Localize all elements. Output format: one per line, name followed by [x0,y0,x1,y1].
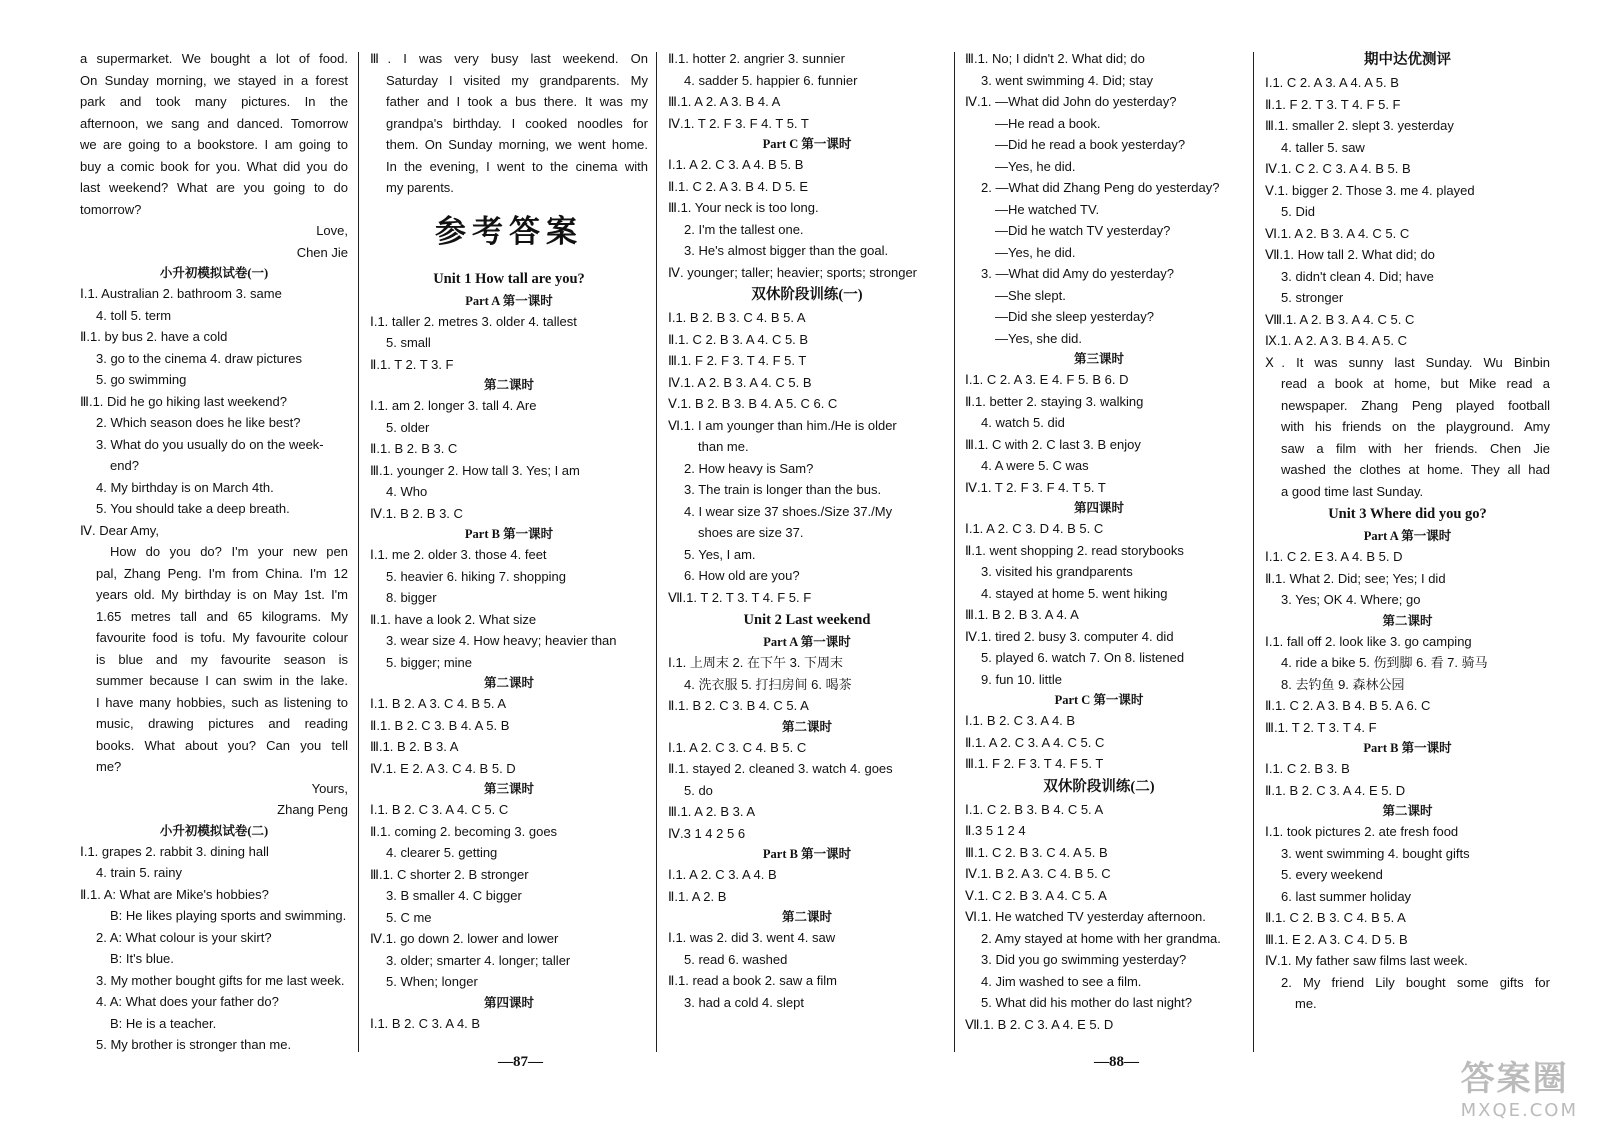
answer-line: Ⅱ.1. went shopping 2. read storybooks [965,542,1184,558]
answer-line: B: He likes playing sports and swimming. [110,908,347,923]
column-divider [656,52,657,1052]
answer-line: Ⅶ.1. B 2. C 3. A 4. E 5. D [965,1016,1114,1032]
answer-line: Ⅰ.1. Australian 2. bathroom 3. same [80,286,282,301]
answer-line: Ⅲ.1. No; I didn't 2. What did; do [965,51,1145,66]
answer-line: 9. fun 10. little [981,671,1062,687]
answer-line: Ⅱ.1. T 2. T 3. F [370,356,454,372]
answer-line: 5. When; longer [386,974,478,989]
answer-line: Ⅰ.1. 上周末 2. 在下午 3. 下周末 [668,655,844,670]
answer-line: my parents. [386,180,454,195]
answer-line: 3. My mother bought gifts for me last week. [96,972,345,988]
answer-line: 3. visited his grandparents [981,564,1133,579]
answer-line: Ⅲ.1. younger 2. How tall 3. Yes; I am [370,462,580,478]
answer-line: afternoon, we sang and danced. Tomorrow [80,115,348,131]
answer-line: —Yes, he did. [995,158,1076,174]
answer-line: Ⅱ.1. B 2. C 3. B 4. A 5. B [370,717,510,733]
answer-line: 3. wear size 4. How heavy; heavier than [386,633,617,648]
answer-line: Ⅶ.1. How tall 2. What did; do [1265,247,1435,262]
answer-line: Ⅲ.1. F 2. F 3. T 4. F 5. T [668,353,807,368]
section-heading: Part A 第一课时 [1363,529,1452,543]
section-heading: 第四课时 [1073,501,1124,515]
section-heading: Part C 第一课时 [1054,693,1144,707]
section-heading: 双休阶段训练(二) [1043,778,1155,795]
column-4 [965,48,1233,1058]
answer-line: Ⅲ.1. A 2. A 3. B 4. A [668,94,781,109]
answer-line: Ⅰ.1. was 2. did 3. went 4. saw [668,930,836,945]
answer-line: saw a film with her friends. Chen Jie [1281,440,1550,456]
column-1 [80,48,348,1058]
answer-line: Ⅱ.1. C 2. B 3. A 4. C 5. B [668,331,809,347]
answer-line: Ⅱ.1. stayed 2. cleaned 3. watch 4. goes [668,761,893,776]
answer-line: Ⅱ.1. have a look 2. What size [370,611,537,627]
answer-line: 5. do [684,782,713,798]
answer-line: 8. 去钓鱼 9. 森林公园 [1281,676,1405,692]
answer-line: newspaper. Zhang Peng played football [1281,397,1550,413]
section-heading: Unit 1 How tall are you? [433,270,585,287]
section-heading: Part A 第一课时 [465,293,553,308]
answer-line: 4. 洗衣服 5. 打扫房间 6. 喝茶 [684,676,852,692]
section-heading: 期中达优测评 [1364,52,1451,68]
answer-line: Ⅲ.1. B 2. B 3. A [370,739,459,754]
section-heading: Part B 第一课时 [464,527,554,541]
answer-line: —Yes, he did. [995,244,1076,260]
answer-line: Ⅶ.1. T 2. T 3. T 4. F 5. F [668,589,812,605]
answer-line: 4. A were 5. C was [981,458,1089,473]
answer-line: 6. How old are you? [684,568,800,583]
answer-line: Ⅲ.1. C shorter 2. B stronger [370,866,529,882]
watermark-logo [1461,1051,1578,1121]
answer-line: me. [1295,996,1317,1011]
answer-line: 3. He's almost bigger than the goal. [684,243,889,258]
answer-line: Ⅲ.1. T 2. T 3. T 4. F [1265,719,1377,735]
answer-line: On Sunday morning, we stayed in a forest [80,72,348,88]
answer-line: 3. B smaller 4. C bigger [386,888,522,903]
section-heading: 第二课时 [781,910,832,924]
answer-line: 5. C me [386,909,432,925]
answer-line: Ⅱ.1. by bus 2. have a cold [80,329,228,344]
answer-line: 5. My brother is stronger than me. [96,1037,292,1052]
answer-line: is blue and my favourite season is [96,651,348,667]
answer-line: Ⅰ.1. A 2. C 3. A 4. B [668,867,777,882]
answer-line: 3. The train is longer than the bus. [684,482,882,497]
answer-line: Ⅰ.1. A 2. C 3. D 4. B 5. C [965,521,1104,536]
section-heading: Part A 第一课时 [763,635,851,649]
answer-line: 3. —What did Amy do yesterday? [981,266,1174,281]
answer-line: B: He is a teacher. [110,1015,217,1031]
answer-line: Ⅲ. I was very busy last weekend. On [370,51,648,66]
answer-line: read a book at home, but Mike read a [1281,376,1550,391]
answer-line: Ⅰ.1. A 2. C 3. C 4. B 5. C [668,739,807,755]
answer-line: Ⅰ.1. grapes 2. rabbit 3. dining hall [80,843,269,859]
answer-line: Ⅱ.1. C 2. B 3. C 4. B 5. A [1265,910,1406,925]
answer-line: Ⅴ.1. C 2. B 3. A 4. C 5. A [965,887,1107,903]
answer-line: Ⅳ.1. B 2. B 3. C [370,505,463,521]
answer-line: Ⅱ.1. hotter 2. angrier 3. sunnier [668,51,845,66]
answer-line: 5. Did [1281,204,1315,219]
answer-line: 5. read 6. washed [684,951,788,967]
section-heading: 第三课时 [1073,352,1124,366]
answer-line: 5. Yes, I am. [684,546,756,562]
answer-line: 4. clearer 5. getting [386,845,498,860]
answer-line: Ⅰ.1. taller 2. metres 3. older 4. tallest [370,313,577,329]
answer-line: Ⅱ.1. coming 2. becoming 3. goes [370,823,558,839]
answer-line: favourite food is tofu. My favourite colour [96,630,348,645]
section-heading: 参考答案 [435,213,583,250]
answer-line: tomorrow? [80,201,142,217]
section-heading: 双休阶段训练(一) [751,287,863,303]
answer-line: Ⅰ.1. C 2. B 3. B [1265,761,1350,776]
answer-line: Ⅳ. younger; taller; heavier; sports; stronger [668,264,917,280]
answer-line: Ⅵ.1. A 2. B 3. A 4. C 5. C [1265,225,1410,241]
answer-line: 2. How heavy is Sam? [684,460,814,476]
answer-line: Ⅳ.1. My father saw films last week. [1265,953,1468,968]
answer-line: summer because I can swim in the lake. [96,673,348,688]
answer-line: Ⅱ.1. B 2. C 3. B 4. C 5. A [668,698,809,713]
answer-line: Ⅳ.1. tired 2. busy 3. computer 4. did [965,628,1174,644]
answer-line: last weekend? What are you going to do [80,180,348,195]
section-heading: Unit 3 Where did you go? [1328,506,1487,522]
watermark-brand: 答案圈 [1460,1059,1569,1099]
answer-line: 6. last summer holiday [1281,888,1412,904]
answer-line: I have many hobbies, such as listening to [96,694,348,710]
column-divider [358,52,359,1052]
answer-line: 5. bigger; mine [386,654,472,670]
answer-line: Ⅲ.1. Your neck is too long. [668,200,819,215]
answer-line: 3. went swimming 4. Did; stay [981,72,1153,88]
watermark-url: MXQE.COM [1460,1100,1578,1121]
answer-line: Ⅰ.1. B 2. B 3. C 4. B 5. A [668,310,806,325]
answer-line: Ⅳ.1. C 2. C 3. A 4. B 5. B [1265,161,1411,176]
answer-line: 5. go swimming [96,372,187,387]
answer-line: —Yes, she did. [995,330,1082,346]
answer-line: Ⅲ.1. E 2. A 3. C 4. D 5. B [1265,931,1408,947]
column-5 [1265,48,1550,1058]
section-heading: 小升初模拟试卷(一) [159,266,269,280]
section-heading: 第二课时 [1382,613,1433,628]
answer-line: How do you do? I'm your new pen [110,544,348,559]
answer-line: Ⅴ.1. B 2. B 3. B 4. A 5. C 6. C [668,396,838,411]
answer-line: a supermarket. We bought a lot of food. [80,51,348,66]
section-heading: 小升初模拟试卷(二) [159,823,269,838]
section-heading: Part B 第一课时 [1363,741,1452,755]
answer-line: park and took many pictures. In the [80,94,348,109]
answer-line: father and I took a bus there. It was my [386,94,648,109]
answer-line: 5. What did his mother do last night? [981,995,1193,1010]
section-heading: Part C 第一课时 [762,137,852,151]
answer-line: Ⅰ.1. A 2. C 3. A 4. B 5. B [668,157,804,172]
section-heading: 第二课时 [483,676,534,690]
answer-line: 4. I wear size 37 shoes./Size 37./My [684,503,893,519]
answer-line: —She slept. [995,287,1066,303]
section-heading: Unit 2 Last weekend [743,612,871,628]
answer-line: Ⅰ.1. fall off 2. look like 3. go camping [1265,633,1472,649]
answer-line: Ⅱ.1. F 2. T 3. T 4. F 5. F [1265,96,1401,112]
answer-line: Ⅳ.3 1 4 2 5 6 [668,825,746,841]
answer-line: 5. played 6. watch 7. On 8. listened [981,650,1185,665]
answer-line: music, drawing pictures and reading [96,716,348,731]
answer-line: Ⅱ.1. What 2. Did; see; Yes; I did [1265,570,1446,586]
answer-line: Yours, [311,780,348,796]
answer-line: Ⅱ.1. A: What are Mike's hobbies? [80,886,269,902]
column-3 [668,48,946,1058]
answer-line: 5. You should take a deep breath. [96,501,290,516]
column-divider [954,52,955,1052]
answer-line: 2. A: What colour is your skirt? [96,929,272,945]
answer-line: 4. Jim washed to see a film. [981,973,1142,989]
answer-line: Ⅳ.1. T 2. F 3. F 4. T 5. T [965,479,1106,495]
answer-line: —Did he read a book yesterday? [995,137,1186,152]
answer-line: Chen Jie [296,244,348,260]
answer-line: Ⅳ.1. E 2. A 3. C 4. B 5. D [370,760,516,776]
answer-line: Ⅲ.1. C with 2. C last 3. B enjoy [965,436,1141,452]
answer-line: 3. What do you usually do on the week- [96,436,324,452]
answer-line: shoes are size 37. [698,525,804,540]
answer-line: 4. ride a bike 5. 伤到脚 6. 看 7. 骑马 [1281,655,1488,670]
answer-line: 2. Amy stayed at home with her grandma. [981,930,1221,946]
answer-line: In the evening, I went to the cinema with [386,158,648,174]
answer-line: Ⅰ.1. B 2. C 3. A 4. C 5. C [370,802,509,817]
answer-line: Ⅱ.1. B 2. B 3. C [370,441,458,456]
answer-line: buy a comic book for you. What did you do [80,158,348,174]
answer-line: 4. toll 5. term [96,307,172,323]
answer-line: me? [96,759,122,774]
answer-line: washed the clothes at home. They all had [1281,462,1550,477]
answer-line: Ⅳ.1. A 2. B 3. A 4. C 5. B [668,374,812,390]
answer-line: 2. —What did Zhang Peng do yesterday? [981,180,1220,195]
answer-line: Ⅳ. Dear Amy, [80,522,159,538]
answer-line: 3. didn't clean 4. Did; have [1281,268,1434,284]
answer-line: 3. went swimming 4. bought gifts [1281,845,1470,861]
answer-line: Ⅳ.1. go down 2. lower and lower [370,931,559,946]
page-number-left: —87— [498,1054,543,1070]
answer-line: 4. train 5. rainy [96,865,182,880]
answer-line: Ⅰ.1. C 2. A 3. A 4. A 5. B [1265,75,1399,90]
section-heading: Part B 第一课时 [762,847,852,861]
answer-line: 3. go to the cinema 4. draw pictures [96,350,302,366]
column-divider [1253,52,1254,1052]
answer-line: a good time last Sunday. [1281,483,1424,499]
answer-line: 4. A: What does your father do? [96,994,279,1009]
answer-line: Ⅳ.1. —What did John do yesterday? [965,94,1177,109]
answer-line: Ⅳ.1. B 2. A 3. C 4. B 5. C [965,866,1111,881]
answer-line: Ⅸ.1. A 2. A 3. B 4. A 5. C [1265,333,1408,348]
answer-line: pal, Zhang Peng. I'm from China. I'm 12 [96,565,348,581]
page-number-right: —88— [1094,1054,1139,1070]
answer-line: 4. watch 5. did [981,415,1065,430]
answer-line: Ⅳ.1. T 2. F 3. F 4. T 5. T [668,115,809,131]
answer-line: 8. bigger [386,590,437,605]
answer-line: years old. My birthday is on May 1st. I'm [96,587,348,602]
answer-line: Ⅰ.1. B 2. A 3. C 4. B 5. A [370,696,507,711]
answer-line: Ⅰ.1. C 2. B 3. B 4. C 5. A [965,801,1104,817]
answer-line: Ⅲ.1. C 2. B 3. C 4. A 5. B [965,844,1108,860]
answer-line: 4. taller 5. saw [1281,139,1365,155]
answer-line: Ⅹ. It was sunny last Sunday. Wu Binbin [1265,354,1550,370]
answer-line: 2. Which season does he like best? [96,415,301,430]
answer-line: Ⅰ.1. took pictures 2. ate fresh food [1265,824,1459,839]
answer-line: Ⅱ.1. A 2. C 3. A 4. C 5. C [965,734,1105,750]
answer-line: Ⅲ.1. smaller 2. slept 3. yesterday [1265,118,1454,133]
answer-line: Ⅲ.1. Did he go hiking last weekend? [80,393,287,409]
answer-line: Zhang Peng [277,802,348,817]
answer-line: we are going to a bookstore. I am going to [80,137,348,152]
answer-line: 4. Who [386,484,428,499]
answer-line: than me. [698,439,749,454]
answer-line: Ⅰ.1. B 2. C 3. A 4. B [370,1015,481,1031]
answer-line: Ⅱ.1. C 2. A 3. B 4. B 5. A 6. C [1265,698,1431,713]
answer-line: 3. Did you go swimming yesterday? [981,952,1187,967]
answer-line: Ⅵ.1. I am younger than him./He is older [668,417,897,433]
answer-line: 5. small [386,335,431,350]
section-heading: 第二课时 [483,378,534,392]
answer-line: Ⅰ.1. am 2. longer 3. tall 4. Are [370,398,537,413]
answer-line: Saturday I visited my grandparents. My [386,72,648,88]
answer-line: Ⅲ.1. B 2. B 3. A 4. A [965,607,1079,622]
answer-line: —He read a book. [995,115,1101,131]
answer-line: 4. My birthday is on March 4th. [96,479,274,495]
answer-line: 5. stronger [1281,290,1344,305]
answer-line: Ⅱ.1. better 2. staying 3. walking [965,393,1144,409]
section-heading: 第二课时 [781,719,832,734]
section-heading: 第三课时 [483,782,534,796]
answer-line: Ⅱ.3 5 1 2 4 [965,823,1026,838]
answer-line: —Did he watch TV yesterday? [995,223,1171,238]
answer-line: 2. I'm the tallest one. [684,221,804,237]
answer-line: B: It's blue. [110,951,174,966]
answer-line: 5. heavier 6. hiking 7. shopping [386,568,566,584]
answer-line: Ⅲ.1. F 2. F 3. T 4. F 5. T [965,756,1104,771]
answer-line: Ⅰ.1. C 2. A 3. E 4. F 5. B 6. D [965,372,1129,387]
answer-line: 5. every weekend [1281,867,1383,882]
section-heading: 第四课时 [483,995,534,1010]
section-heading: 第二课时 [1382,804,1433,818]
answer-line: grandpa's birthday. I cooked noodles for [386,115,648,131]
answer-line: Ⅱ.1. B 2. C 3. A 4. E 5. D [1265,782,1406,798]
answer-line: Ⅷ.1. A 2. B 3. A 4. C 5. C [1265,311,1415,327]
answer-line: end? [110,458,139,473]
answer-line: 4. stayed at home 5. went hiking [981,585,1168,601]
answer-line: Ⅱ.1. read a book 2. saw a film [668,973,837,988]
answer-line: Ⅰ.1. C 2. E 3. A 4. B 5. D [1265,549,1403,564]
answer-line: Ⅲ.1. A 2. B 3. A [668,804,756,819]
answer-line: 3. older; smarter 4. longer; taller [386,952,571,968]
answer-line: 3. had a cold 4. slept [684,994,804,1010]
answer-line: with his friends on the playground. Amy [1281,419,1550,434]
column-2 [370,48,648,1058]
answer-line: 3. Yes; OK 4. Where; go [1281,592,1421,607]
answer-line: Ⅱ.1. A 2. B [668,888,727,904]
answer-line: Ⅰ.1. me 2. older 3. those 4. feet [370,547,547,562]
answer-line: them. On Sunday morning, we went home. [386,137,648,152]
answer-line: Ⅰ.1. B 2. C 3. A 4. B [965,713,1076,728]
answer-line: Ⅵ.1. He watched TV yesterday afternoon. [965,909,1206,924]
answer-line: Love, [316,223,348,238]
answer-line: —Did she sleep yesterday? [995,309,1154,324]
answer-line: Ⅱ.1. C 2. A 3. B 4. D 5. E [668,178,809,194]
answer-line: 4. sadder 5. happier 6. funnier [684,72,858,88]
answer-line: books. What about you? Can you tell [96,737,348,753]
answer-line: —He watched TV. [995,201,1100,217]
answer-line: Ⅴ.1. bigger 2. Those 3. me 4. played [1265,182,1475,198]
answer-line: 5. older [386,419,430,435]
answer-line: 2. My friend Lily bought some gifts for [1281,974,1550,990]
answer-line: 1.65 metres tall and 65 kilograms. My [96,608,348,624]
